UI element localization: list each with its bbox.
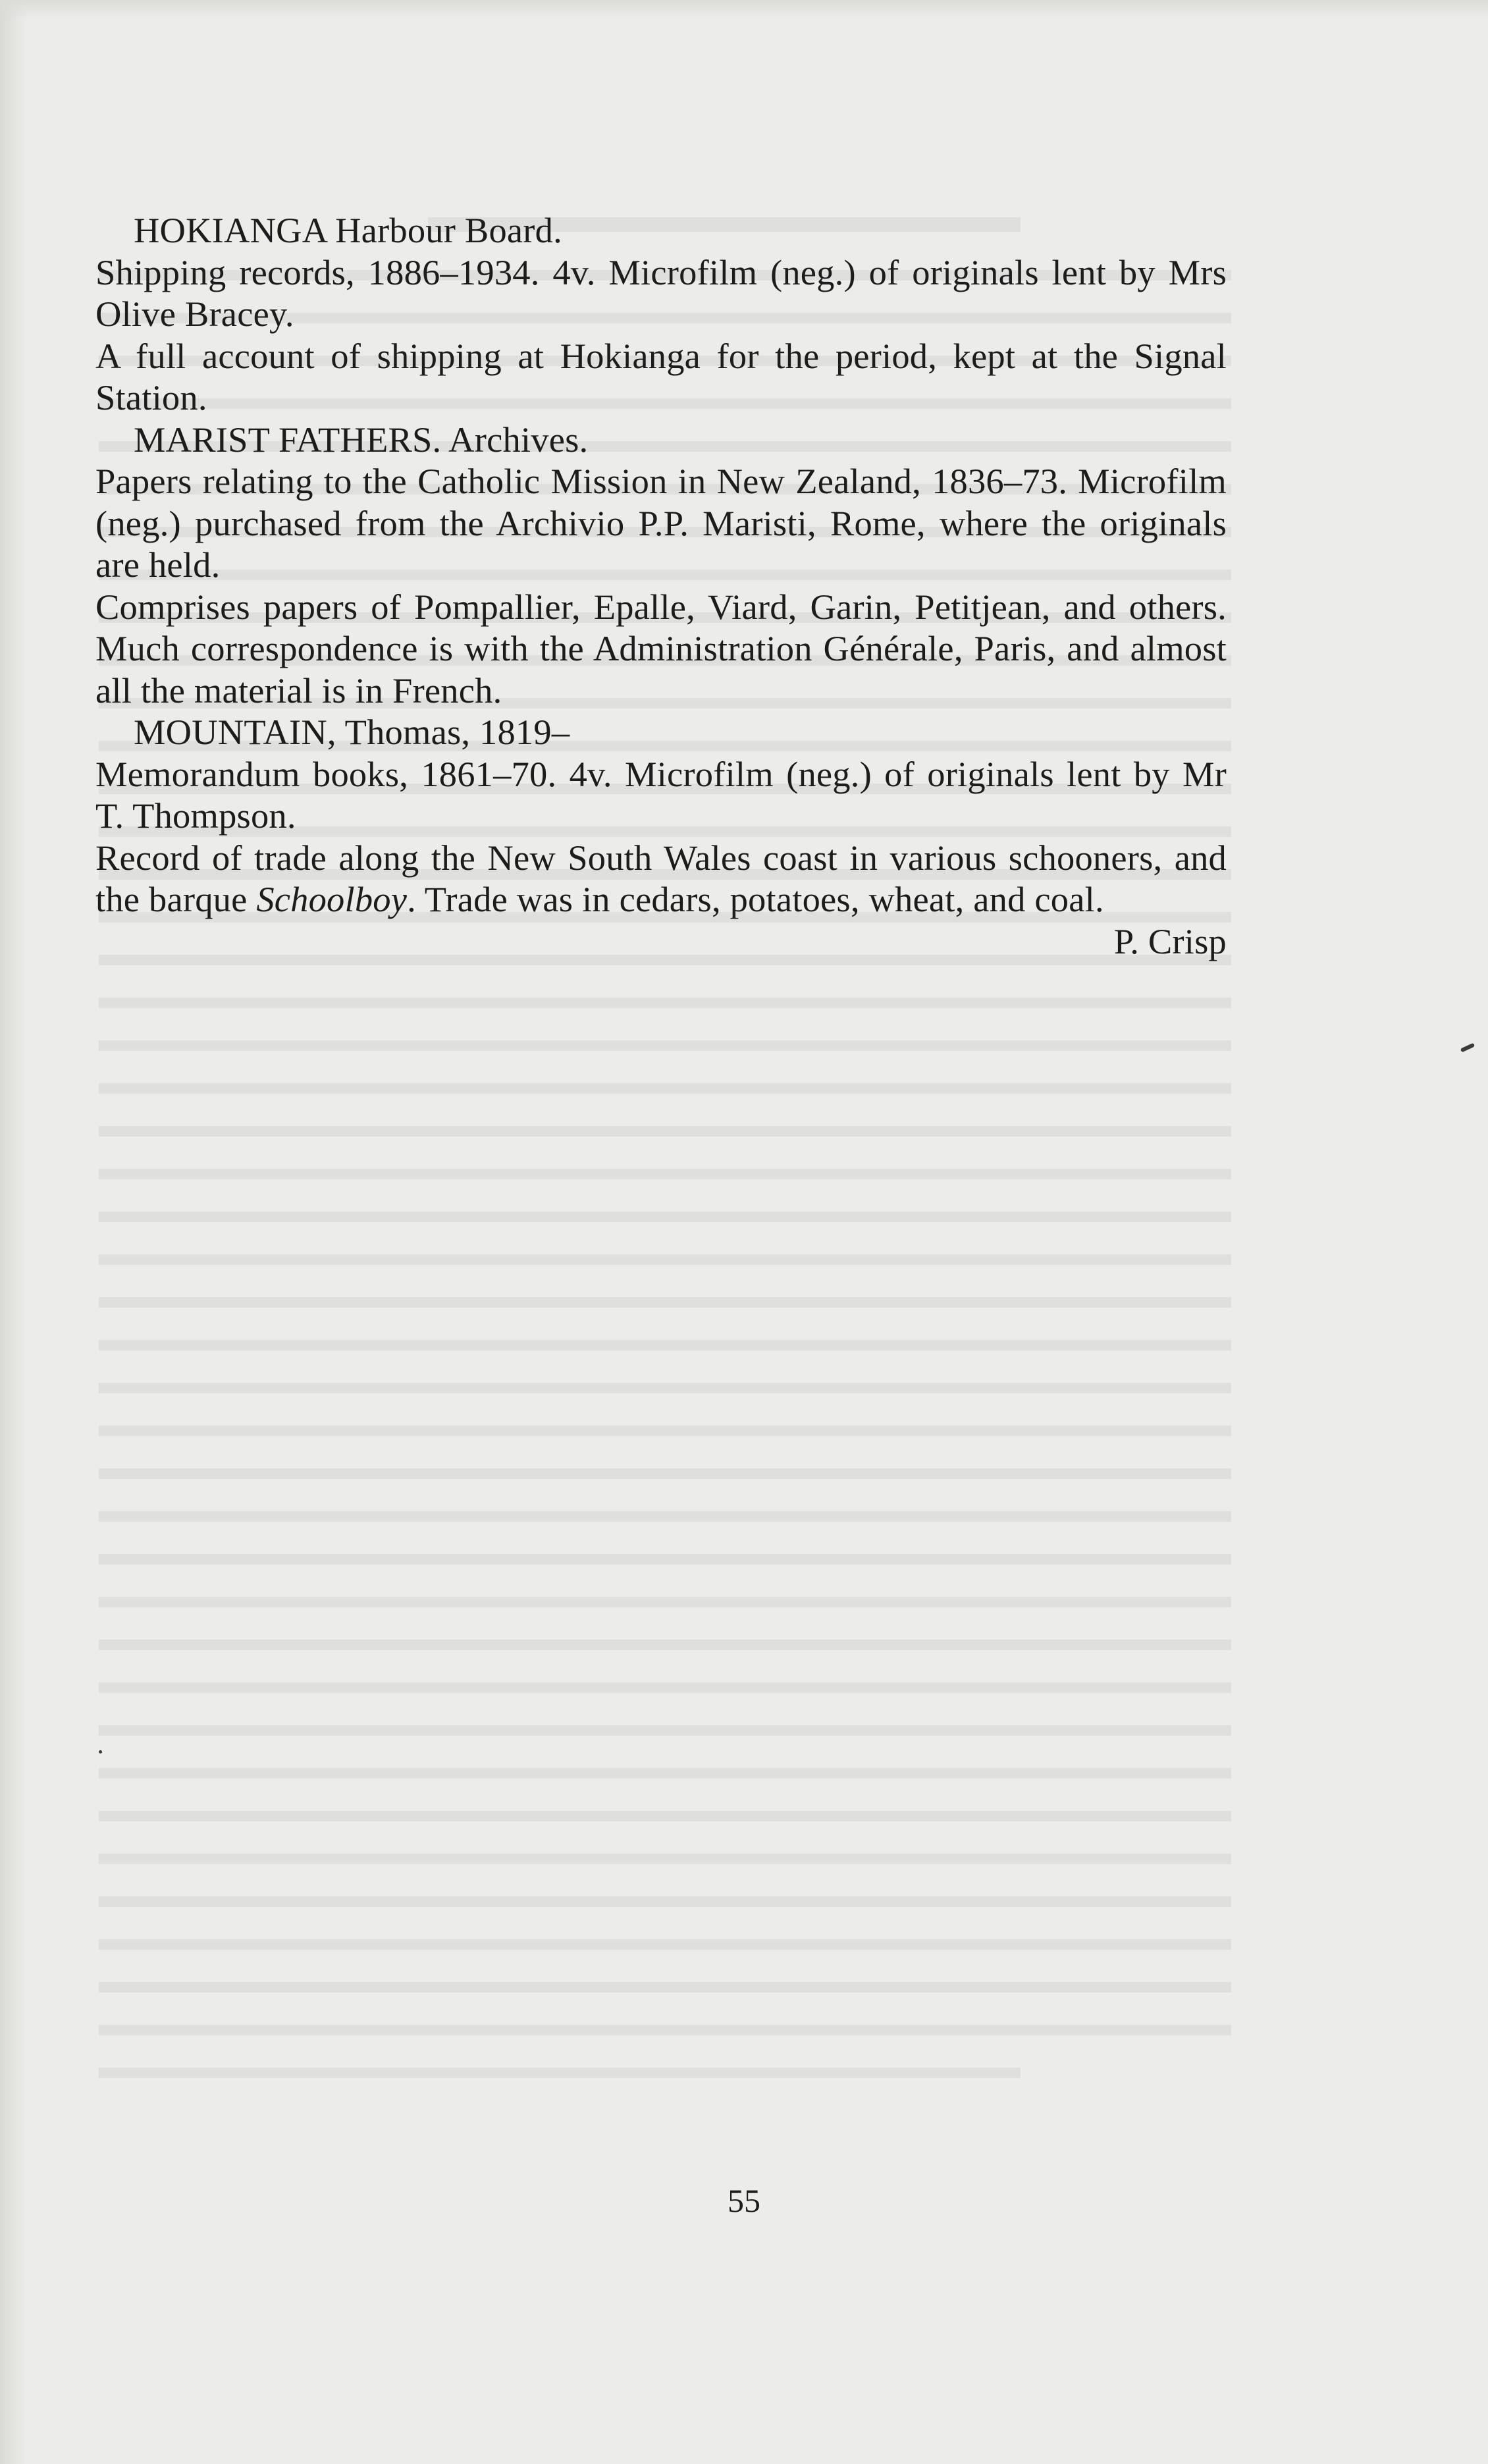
trade-text-start: Record of trade along the New South Wales coast in various schooners, and the barque bbox=[95, 837, 1227, 919]
text-column bbox=[95, 209, 1227, 962]
entry-note-marist-fathers: Comprises papers of Pompallier, Epalle, Viard, Garin, Petitjean, and others. Much correspondence is with the Administration Générale, Paris, and almost all the material is in French. bbox=[95, 586, 1227, 710]
trade-text-end: . Trade was in cedars, potatoes, wheat, and coal. bbox=[407, 879, 1104, 919]
entry-heading-hokianga: HOKIANGA Harbour Board. bbox=[134, 210, 562, 250]
entry-heading-marist-fathers: MARIST FATHERS. Archives. bbox=[134, 419, 589, 460]
entry-note-hokianga: A full account of shipping at Hokianga for the period, kept at the Signal Station. bbox=[95, 335, 1227, 417]
entry-description-mountain: Memorandum books, 1861–70. 4v. Microfilm (neg.) of originals lent by Mr T. Thompson. bbox=[95, 753, 1227, 836]
ship-name: Schoolboy bbox=[256, 879, 408, 919]
author-signature: P. Crisp bbox=[1113, 921, 1227, 961]
entry-heading-mountain: MOUNTAIN, Thomas, 1819– bbox=[134, 712, 570, 752]
page-edge-shadow bbox=[0, 0, 26, 2464]
stray-dot-mark bbox=[99, 1750, 102, 1754]
page-top-shadow bbox=[0, 0, 1488, 20]
entry-description-hokianga: Shipping records, 1886–1934. 4v. Microfilm (neg.) of originals lent by Mrs Olive Bracey. bbox=[95, 252, 1227, 334]
page-number: 55 bbox=[728, 2182, 760, 2219]
entry-note-mountain bbox=[95, 837, 1227, 921]
margin-pencil-mark bbox=[1460, 1043, 1475, 1053]
entry-description-marist-fathers: Papers relating to the Catholic Mission in New Zealand, 1836–73. Microfilm (neg.) purchased from the Archivio P.P. Maristi, Rome, where the originals are held. bbox=[95, 461, 1227, 585]
